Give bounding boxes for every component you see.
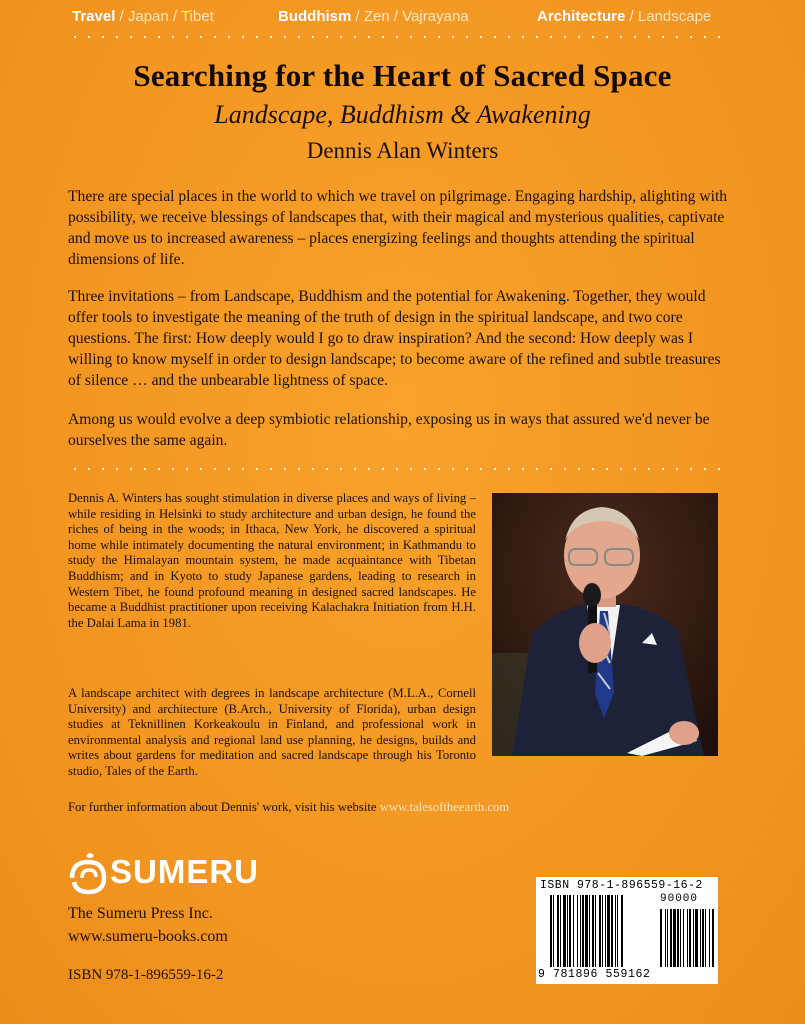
blurb-paragraph-2: Three invitations – from Landscape, Buddhism and the potential for Awakening. Together, they would offer tools to investigate the meaning of the truth of design in the spiritual landscape, and two core questions. The first: How deeply would I go to draw inspiration? And the second: How deeply was I willing to know myself in order to design landscape; to become aware of the refined and subtle treasures of silence … and the unbearable lightness of space. — [68, 288, 721, 389]
author-website-link[interactable]: www.talesoftheearth.com — [379, 800, 510, 814]
category-travel: Travel / Japan / Tibet — [72, 8, 214, 25]
author-bio-paragraph-2: A landscape architect with degrees in landscape architecture (M.L.A., Cornell University) and architecture (B.Arch., University of Florida), urban design studies at Teknillinen Korkeakoulu in Finland, and professional work in environmental analysis and regional land use planning, he designs, builds and writes about gardens for meditation and sacred landscape through his Toronto studio, Tales of the Earth. — [68, 686, 476, 778]
dotted-divider-top — [68, 36, 728, 38]
blurb-paragraph-1: There are special places in the world to which we travel on pilgrimage. Engaging hardship, alighting with possibility, we receive blessings of landscapes that, with their magical and mysterious qualities, captivate and move us to increased awareness – places energizing feelings and thoughts attending the spiritual dimensions of life. — [68, 188, 728, 268]
blurb-paragraph-3: Among us would evolve a deep symbiotic relationship, exposing us in ways that assured we'd never be ourselves the same again. — [68, 411, 710, 449]
book-subtitle: Landscape, Buddhism & Awakening — [214, 100, 591, 129]
publisher-logo-text: SUMERU — [110, 853, 260, 890]
category-bar — [0, 8, 805, 30]
author-website-line — [68, 800, 509, 815]
category-buddhism: Buddhism / Zen / Vajrayana — [278, 8, 469, 25]
barcode-number: 9 781896 559162 — [538, 968, 651, 981]
author-bio-paragraph-1: Dennis A. Winters has sought stimulation in diverse places and ways of living – while residing in Helsinki to study architecture and urban design, he found the riches of being in the woods; in Ithaca, New York, he discovered a spiritual home while intimately documenting the natural environment; in Kathmandu to study the Himalayan mountain system, he made acquaintance with Tibetan Buddhism; and in Kyoto to study Japanese gardens, leading to research in Western Tibet, he found profound meaning in designed sacred landscapes. He became a Buddhist practitioner upon receiving Kalachakra Initiation from H.H. the Dalai Lama in 1981. — [68, 491, 476, 630]
barcode-price-code: 90000 — [660, 893, 699, 905]
book-title: Searching for the Heart of Sacred Space — [133, 58, 672, 93]
isbn-number: ISBN 978-1-896559-16-2 — [68, 967, 224, 983]
isbn-barcode — [536, 877, 718, 984]
website-prefix: For further information about Dennis' work, visit his website — [68, 800, 380, 814]
barcode-isbn-label: ISBN 978-1-896559-16-2 — [540, 879, 703, 892]
category-architecture: Architecture / Landscape — [537, 8, 712, 25]
author-photo — [492, 493, 718, 756]
book-author: Dennis Alan Winters — [306, 138, 499, 163]
dotted-divider-middle — [68, 468, 728, 470]
publisher-name: The Sumeru Press Inc. — [68, 905, 213, 922]
publisher-website[interactable]: www.sumeru-books.com — [68, 928, 228, 945]
